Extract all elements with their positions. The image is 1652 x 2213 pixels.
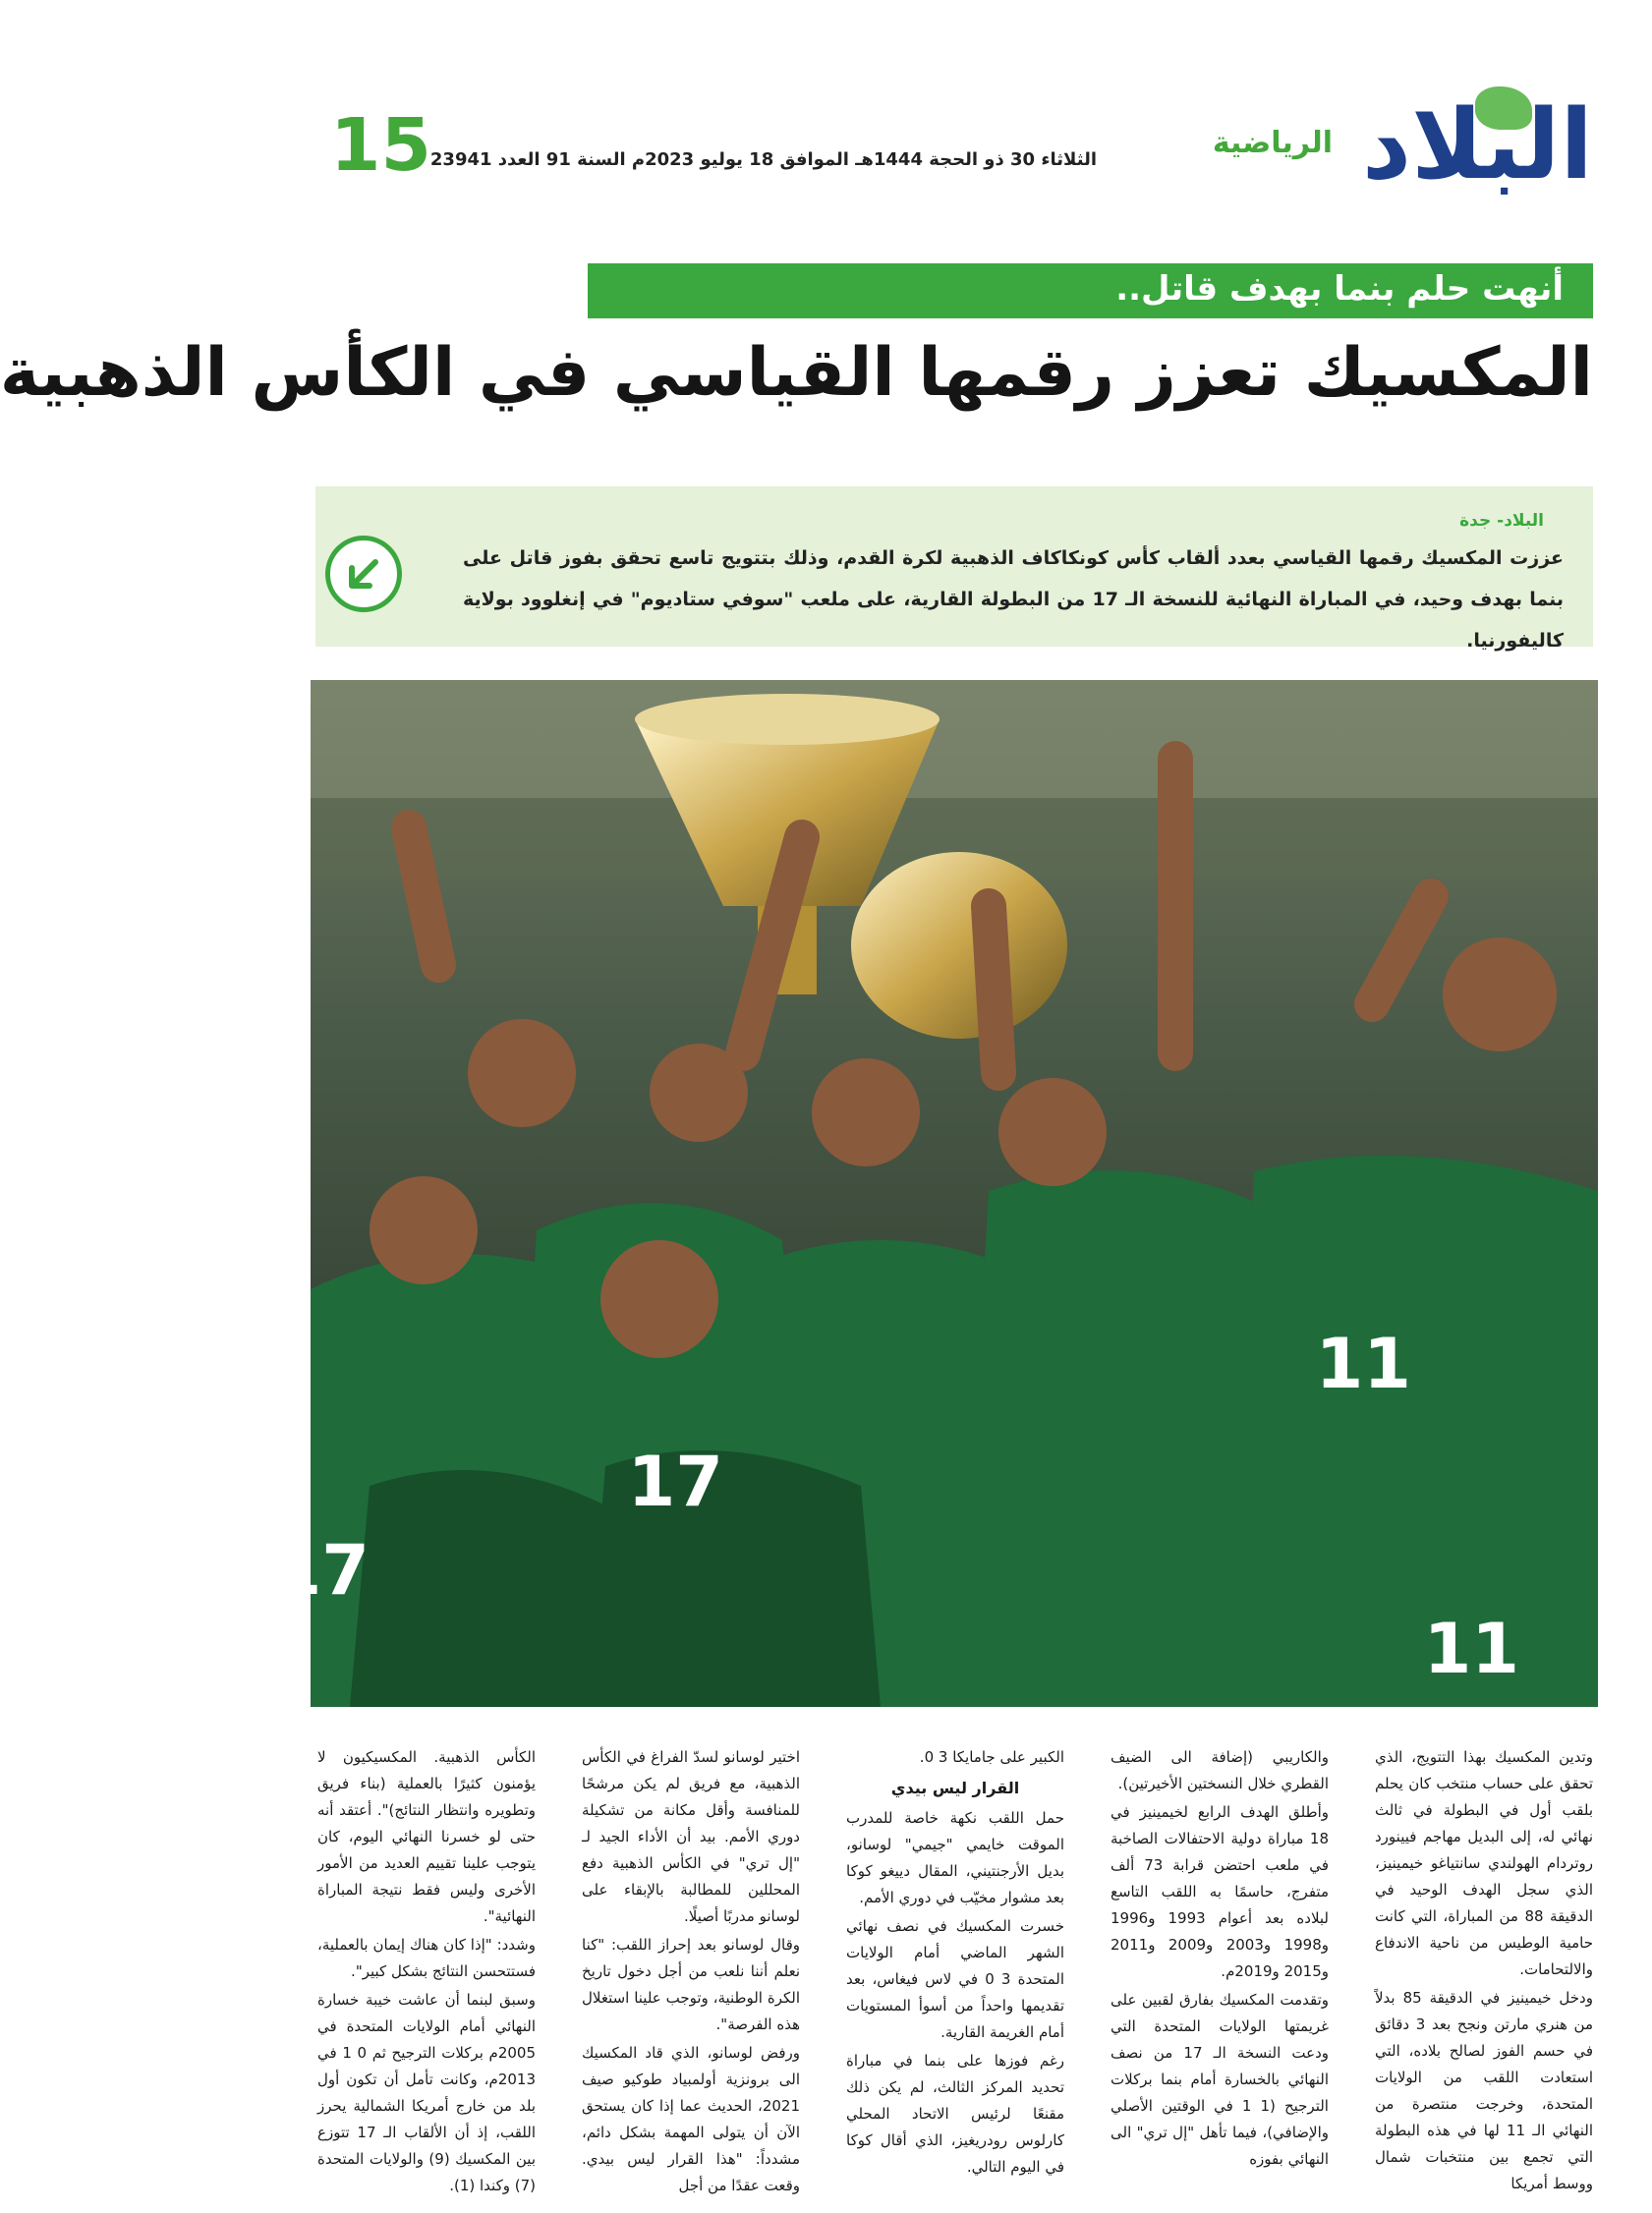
paragraph: الكبير على جامايكا 3 0. (919, 1748, 1064, 1766)
lead-paragraph: عززت المكسيك رقمها القياسي بعدد ألقاب كأس كونكاكاف الذهبية لكرة القدم، وذلك بتتويج تاسع تحقق بفوز قاتل على بنما بهدف وحيد، في المباراة النهائية للنسخة الـ 17 من البطولة القارية، على ملعب "سوفي ستاديوم" في إنغلوود بولاية كاليفورنيا. (463, 547, 1565, 652)
article-column-1 (1375, 1744, 1593, 2199)
jersey-number: 11 (1315, 1324, 1411, 1404)
paragraph: ودخل خيمينيز في الدقيقة 85 بدلاً من هنري مارتن ونجح بعد 3 دقائق في حسم الفوز لصالح بلاده، التي استعادت اللقب من الولايات المتحدة، وخرجت منتصرة من النهائي الـ 11 لها في هذه البطولة التي تجمع بين منتخبات شمال ووسط أمريكا (1375, 1989, 1593, 2192)
paragraph: الكأس الذهبية. المكسيكيون لا يؤمنون كثيرًا بالعملية (بناء فريق وتطويره وانتظار النتائج)". أعتقد أنه حتى لو خسرنا النهائي اليوم، كان يتوجب علينا تقييم العديد من الأمور الأخرى وليس فقط نتيجة المباراة النهائية". (317, 1748, 536, 1925)
byline: البلاد- جدة (1459, 511, 1544, 531)
arrow-down-left-icon (325, 536, 402, 612)
logo-wordmark: البلاد (1361, 89, 1593, 201)
issue-dateline: الثلاثاء 30 ذو الحجة 1444هـ الموافق 18 يوليو 2023م السنة 91 العدد 23941 (429, 149, 1097, 170)
lead-box (315, 486, 1593, 652)
article-column-3 (846, 1744, 1064, 2183)
paragraph: وتقدمت المكسيك بفارق لقبين على غريمتها الولايات المتحدة التي ودعت النسخة الـ 17 من نصف النهائي بالخسارة أمام بنما بركلات الترجيح (1 1 في الوقتين الأصلي والإضافي)، فيما تأهل "إل تري" الى النهائي بفوزه (1111, 1991, 1329, 2168)
paragraph: وتدين المكسيك بهذا التتويج، الذي تحقق على حساب منتخب كان يحلم بلقب أول في البطولة في ثالث نهائي له، إلى البديل مهاجم فيينورد روتردام الهولندي سانتياغو خيمينيز، الذي سجل الهدف الوحيد في الدقيقة 88 من المباراة، التي كانت حامية الوطيس من ناحية الاندفاع والالتحامات. (1375, 1748, 1593, 1978)
kicker-bar (588, 263, 1593, 318)
page-number: 15 (330, 103, 431, 188)
kicker-text: أنهت حلم بنما بهدف قاتل.. (1115, 269, 1564, 309)
jersey-number: 17 (627, 1442, 723, 1522)
paragraph: وأطلق الهدف الرابع لخيمينيز في 18 مباراة دولية الاحتفالات الصاخبة في ملعب احتضن قرابة 73 ألف متفرج، حاسمًا به اللقب التاسع لبلاده بعد أعوام 1993 و1996 و1998 و2003 و2009 و2011 و2015 و2019م. (1111, 1803, 1330, 1980)
paragraph: خسرت المكسيك في نصف نهائي الشهر الماضي أمام الولايات المتحدة 3 0 في لاس فيغاس، بعد تقديمها واحداً من أسوأ المستويات أمام الغريمة القارية. (846, 1917, 1064, 2041)
jersey-number: 11 (1423, 1609, 1519, 1689)
article-column-5 (317, 1744, 536, 2201)
jersey-number: 17 (273, 1530, 370, 1611)
paragraph: وسبق لبنما أن عاشت خيبة خسارة النهائي أمام الولايات المتحدة في 2005م بركلات الترجيح ثم 0 1 في 2013م، وكانت تأمل أن تكون أول بلد من خارج أمريكا الشمالية يحرز اللقب، إذ أن الألقاب الـ 17 تتوزع بين المكسيك (9) والولايات المتحدة (7) وكندا (1). (317, 1991, 536, 2194)
paragraph: رغم فوزها على بنما في مباراة تحديد المركز الثالث، لم يكن ذلك مقنعًا لرئيس الاتحاد المحلي كارلوس رودريغيز، الذي أقال كوكا في اليوم التالي. (846, 2052, 1064, 2176)
paragraph: حمل اللقب نكهة خاصة للمدرب الموقت خايمي "جيمي" لوسانو، بديل الأرجنتيني، المقال دييغو كوكا بعد مشوار مخيّب في دوري الأمم. (846, 1809, 1064, 1906)
paragraph: وقال لوسانو بعد إحراز اللقب: "كنا نعلم أننا نلعب من أجل دخول تاريخ الكرة الوطنية، وتوجب علينا استغلال هذه الفرصة". (582, 1936, 800, 2033)
headline: المكسيك تعزز رقمها القياسي في الكأس الذهبية (0, 334, 1593, 412)
subheading: القرار ليس بيدي (890, 1779, 1020, 1797)
section-name: الرياضية (1212, 126, 1333, 160)
paragraph: وشدد: "إذا كان هناك إيمان بالعملية، فستتحسن النتائج بشكل كبير". (317, 1936, 536, 1980)
newspaper-logo (1347, 77, 1593, 214)
paragraph: اختير لوسانو لسدّ الفراغ في الكأس الذهبية، مع فريق لم يكن مرشحًا للمنافسة وأقل مكانة من تشكيلة دوري الأمم. بيد أن الأداء الجيد لـ "إل تري" في الكأس الذهبية دفع المحللين للمطالبة بالإبقاء على لوسانو مدربًا أصيلًا. (582, 1748, 800, 1925)
article-column-2 (1111, 1744, 1329, 2175)
team-celebration-photo (273, 680, 1598, 1707)
paragraph: والكاريبي (إضافة الى الضيف القطري خلال النسختين الأخيرتين). (1111, 1748, 1329, 1792)
paragraph: ورفض لوسانو، الذي قاد المكسيك الى برونزية أولمبياد طوكيو صيف 2021، الحديث عما إذا كان يستحق الآن أن يتولى المهمة بشكل دائم، مشدداً: "هذا القرار ليس بيدي. وقعت عقدًا من أجل (582, 2044, 800, 2194)
article-column-4 (582, 1744, 800, 2201)
